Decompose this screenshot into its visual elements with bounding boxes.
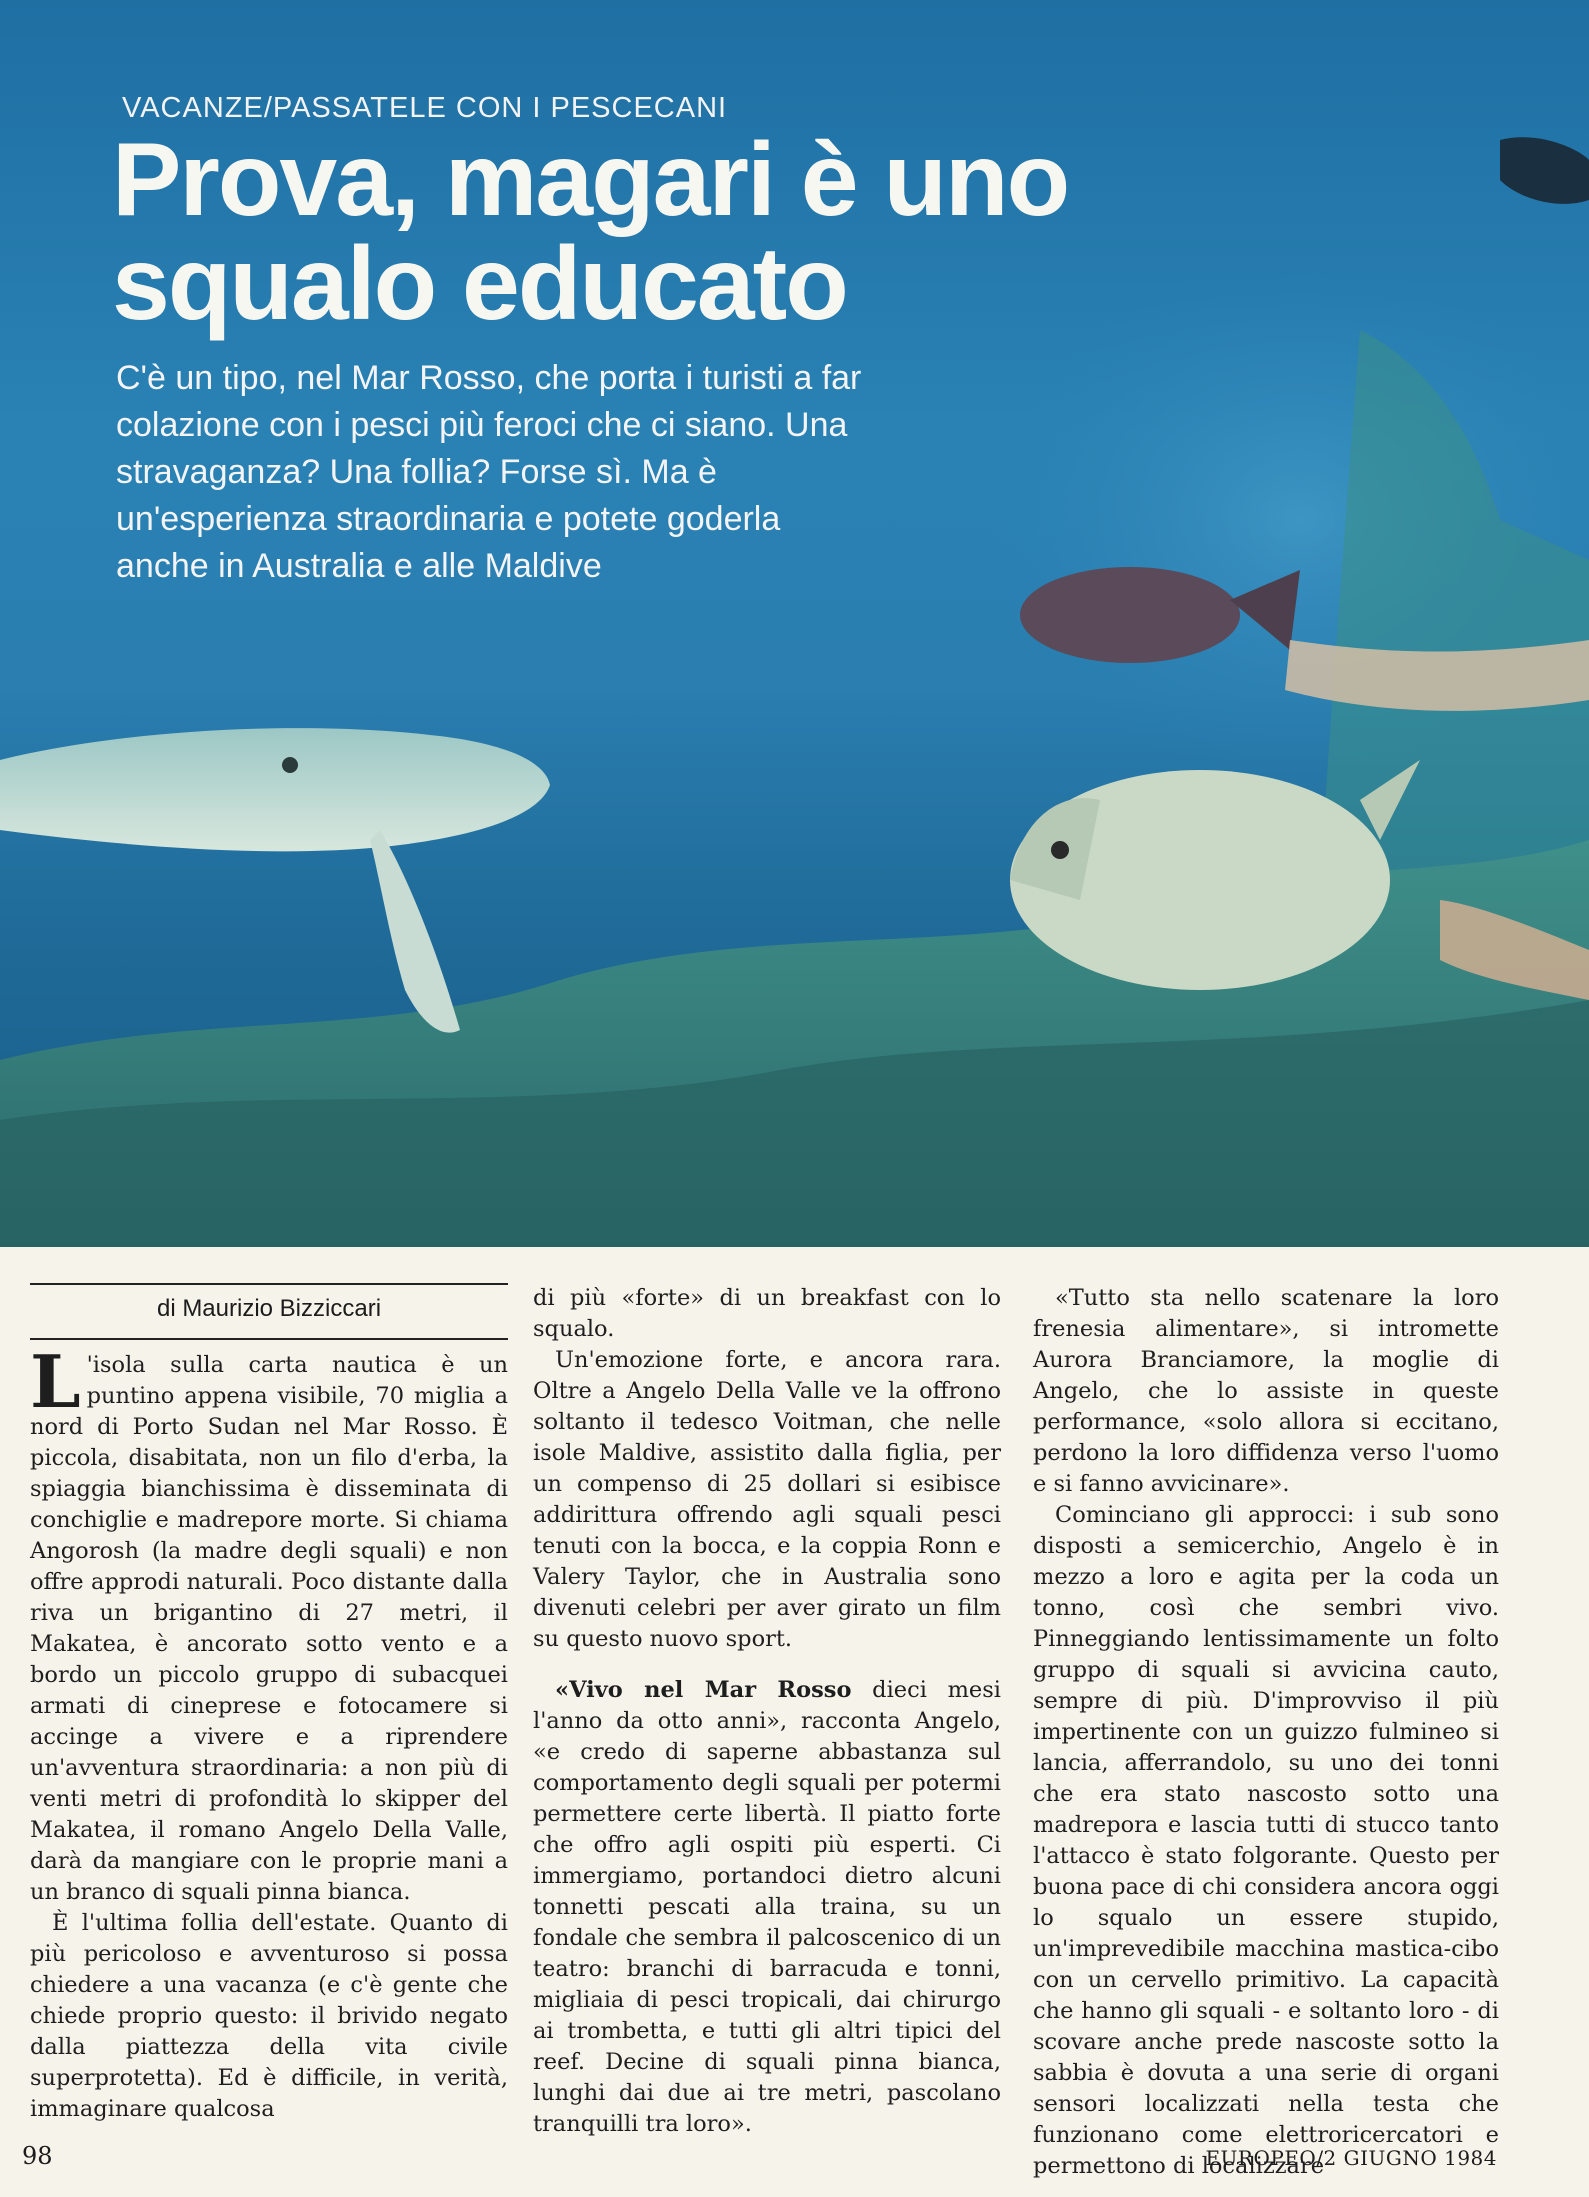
column-3	[1033, 1283, 1499, 2182]
headline	[112, 122, 1312, 342]
paragraph	[533, 1675, 1001, 2140]
paragraph-text: dieci mesi l'anno da otto anni», racconta Angelo, «e credo di saperne abbastanza sul comportamento degli squali per potermi permettere certe libertà. Il piatto forte che offro agli ospiti più esperti. Ci immergiamo, portandoci dietro alcuni tonnetti pescati alla traina, su un fondale che sembra il palcoscenico di un teatro: branchi di barracuda e tonni, migliaia di pesci tropicali, dai chirurgo ai trombetta, e tutti gli altri tipici del reef. Decine di squali pinna bianca, lunghi dai due ai tre metri, pascolano tranquilli tra loro».	[533, 1677, 1001, 2137]
paragraph: «Tutto sta nello scatenare la loro frenesia alimentare», si intromette Aurora Branciamore, la moglie di Angelo, che lo assiste in queste performance, «solo allora si eccitano, perdono la loro diffidenza verso l'uomo e si fanno avvicinare».	[1033, 1285, 1499, 1497]
column-1	[30, 1339, 508, 2125]
paragraph	[30, 1339, 508, 1908]
byline: di Maurizio Bizziccari	[156, 1295, 382, 1322]
paragraph: Cominciano gli approcci: i sub sono disposti a semicerchio, Angelo è in mezzo a loro e agita per la coda un tonno, così che sembri vivo. Pinneggiando lentissimamente un folto gruppo di squali si avvicina cauto, sempre di più. D'improvviso il più impertinente con un guizzo fulmineo si lancia, afferrandolo, su uno dei tonni che era stato nascosto sotto una madrepora e lascia tutti di stucco tanto l'attacco è stato folgorante. Questo per buona pace di chi considera ancora oggi lo squalo un essere stupido, un'imprevedibile macchina mastica-cibo con un cervello primitivo. La capacità che hanno gli squali - e soltanto loro - di scovare anche prede nascoste sotto la sabbia è dovuta a una serie di organi sensori localizzati nella testa che funzionano come elettroricercatori e permettono di localizzare	[1033, 1502, 1499, 2179]
byline-rule-top	[30, 1283, 508, 1285]
paragraph-text: 'isola sulla carta nautica è un puntino appena visibile, 70 miglia a nord di Porto Sudan nel Mar Rosso. È piccola, disabitata, non un filo d'erba, la spiaggia bianchissima è disseminata di conchiglie e madrepore morte. Si chiama Angorosh (la madre degli squali) e non offre approdi naturali. Poco distante dalla riva un brigantino di 27 metri, il Makatea, è ancorato sotto vento e a bordo un piccolo gruppo di subacquei armati di cineprese e fotocamere si accinge a vivere e a riprendere un'avventura straordinaria: a non più di venti metri di profondità lo skipper del Makatea, il romano Angelo Della Valle, darà da mangiare con le proprie mani a un branco di squali pinna bianca.	[30, 1352, 508, 1905]
byline-rule-bottom	[30, 1338, 508, 1340]
paragraph: di più «forte» di un breakfast con lo squalo.	[533, 1285, 1001, 1342]
column-2	[533, 1283, 1001, 2140]
dropcap: L	[30, 1339, 81, 1424]
headline-line-2: squalo educato	[112, 226, 847, 342]
headline-line-1: Prova, magari è uno	[112, 122, 1069, 238]
paragraph: È l'ultima follia dell'estate. Quanto di più pericoloso e avventuroso si possa chiedere a una vacanza (e c'è gente che chiede proprio questo: il brivido negato dalla piattezza della vita civile superprotetta). Ed è difficile, in verità, immaginare qualcosa	[30, 1910, 508, 2122]
paragraph: Un'emozione forte, e ancora rara. Oltre a Angelo Della Valle ve la offrono soltanto il tedesco Voitman, che nelle isole Maldive, assistito dalla figlia, per un compenso di 25 dollari si esibisce addirittura offrendo agli squali pesci tenuti con la bocca, e la coppia Ronn e Valery Taylor, che in Australia sono divenuti celebri per aver girato un film su questo nuovo sport.	[533, 1347, 1001, 1652]
issue-footer: EUROPEO/2 GIUGNO 1984	[1205, 2146, 1497, 2170]
page-number: 98	[22, 2142, 53, 2170]
shark-figure	[0, 728, 550, 1032]
deck-text: C'è un tipo, nel Mar Rosso, che porta i turisti a far colazione con i pesci più feroci che ci siano. Una stravaganza? Una follia? Forse sì. Ma è un'esperienza straordinaria e potete goderla anche in Australia e alle Maldive	[116, 359, 862, 585]
section-kicker: VACANZE/PASSATELE CON I PESCECANI	[122, 92, 728, 124]
paragraph-lead: «Vivo nel Mar Rosso	[555, 1677, 852, 1703]
